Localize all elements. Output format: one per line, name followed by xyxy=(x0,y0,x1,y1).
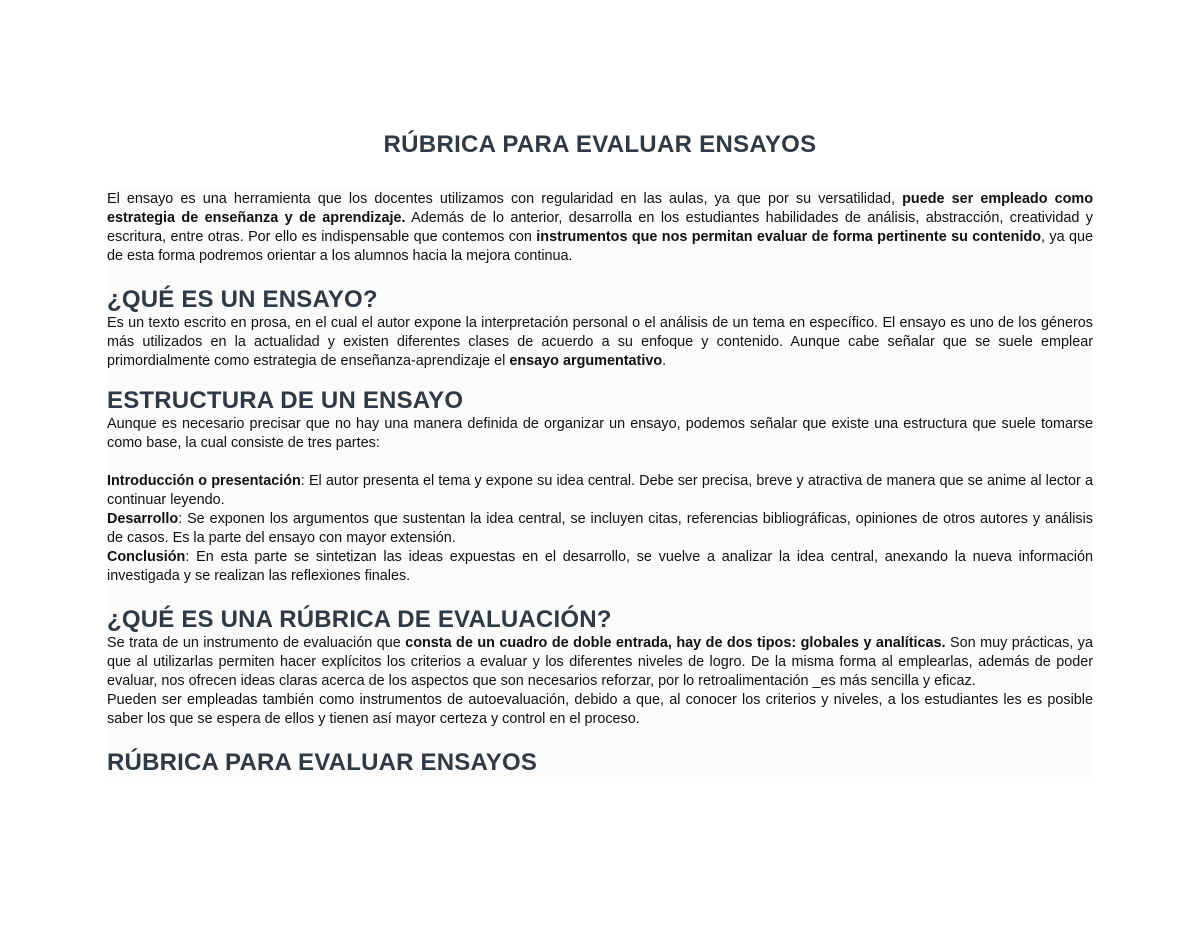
structure-text: : El autor presenta el tema y expone su idea central. Debe ser precisa, breve y atractiva de manera que se anime al lector a continuar leyendo. xyxy=(107,473,1093,508)
section2-intro-paragraph: Aunque es necesario precisar que no hay una manera definida de organizar un ensayo, podemos señalar que existe una estructura que suele tomarse como base, la cual consiste de tres partes: xyxy=(107,416,1093,451)
section3-paragraph-2: Pueden ser empleadas también como instrumentos de autoevaluación, debido a que, al conocer los criterios y niveles, a los estudiantes les es posible saber los que se espera de ellos y tienen así mayor certeza y control en el proceso. xyxy=(107,692,1093,727)
structure-part-desarrollo xyxy=(107,510,1093,548)
structure-text: : En esta parte se sintetizan las ideas expuestas en el desarrollo, se vuelve a analizar la idea central, anexando la nueva información investigada y se realizan las reflexiones finales. xyxy=(107,549,1093,584)
structure-part-conclusion xyxy=(107,548,1093,586)
document-title: RÚBRICA PARA EVALUAR ENSAYOS xyxy=(383,131,817,158)
section3-bold-1: consta de un cuadro de doble entrada, hay de dos tipos: globales y analíticas. xyxy=(405,635,946,651)
section-heading-rubrica-evaluacion: ¿QUÉ ES UNA RÚBRICA DE EVALUACIÓN? xyxy=(107,606,612,633)
document-body xyxy=(107,190,1093,777)
intro-bold-2: instrumentos que nos permitan evaluar de forma pertinente su contenido xyxy=(536,229,1042,245)
structure-term: Conclusión xyxy=(107,549,186,565)
structure-term: Introducción o presentación xyxy=(107,473,301,489)
structure-term: Desarrollo xyxy=(107,511,179,527)
section1-paragraph xyxy=(107,314,1093,371)
section-heading-rubrica-ensayos: RÚBRICA PARA EVALUAR ENSAYOS xyxy=(107,749,538,776)
section1-text-1: Es un texto escrito en prosa, en el cual el autor expone la interpretación personal o el análisis de un tema en específico. El ensayo es uno de los géneros más utilizados en la actualidad y existen diferentes clases de acuerdo a su enfoque y contenido. Aunque cabe señalar que se suele emplear primordialmente como estrategia de enseñanza-aprendizaje el xyxy=(107,315,1093,369)
intro-text-2: Además de lo anterior, desarrolla en los estudiantes habilidades de análisis, abstracción, creatividad y escritura, entre otras. Por ello es indispensable que contemos con xyxy=(107,210,1093,245)
structure-part-introduccion xyxy=(107,472,1093,510)
section-heading-estructura: ESTRUCTURA DE UN ENSAYO xyxy=(107,387,464,414)
section3-text-2: Son muy prácticas, ya que al utilizarlas permiten hacer explícitos los criterios a evaluar y los diferentes niveles de logro. De la misma forma al emplearlas, además de poder evaluar, nos ofrecen ideas claras acerca de los aspectos que son necesarios reforzar, por lo retroalimentación _es más sencilla y eficaz. xyxy=(107,635,1093,689)
section3-paragraph-1 xyxy=(107,634,1093,691)
section1-bold-1: ensayo argumentativo xyxy=(509,353,663,369)
intro-text-1: El ensayo es una herramienta que los docentes utilizamos con regularidad en las aulas, ya que por su versatilidad, xyxy=(107,191,903,207)
section1-text-2: . xyxy=(662,353,667,369)
intro-paragraph xyxy=(107,190,1093,266)
section-heading-que-es-ensayo: ¿QUÉ ES UN ENSAYO? xyxy=(107,286,378,313)
intro-text-3: , ya que de esta forma podremos orientar a los alumnos hacia la mejora continua. xyxy=(107,229,1093,264)
section3-text-1: Se trata de un instrumento de evaluación que xyxy=(107,635,406,651)
intro-bold-1: puede ser empleado como estrategia de enseñanza y de aprendizaje. xyxy=(107,191,1093,226)
structure-text: : Se exponen los argumentos que sustentan la idea central, se incluyen citas, referencias bibliográficas, opiniones de otros autores y análisis de casos. Es la parte del ensayo con mayor extensión. xyxy=(107,511,1093,546)
